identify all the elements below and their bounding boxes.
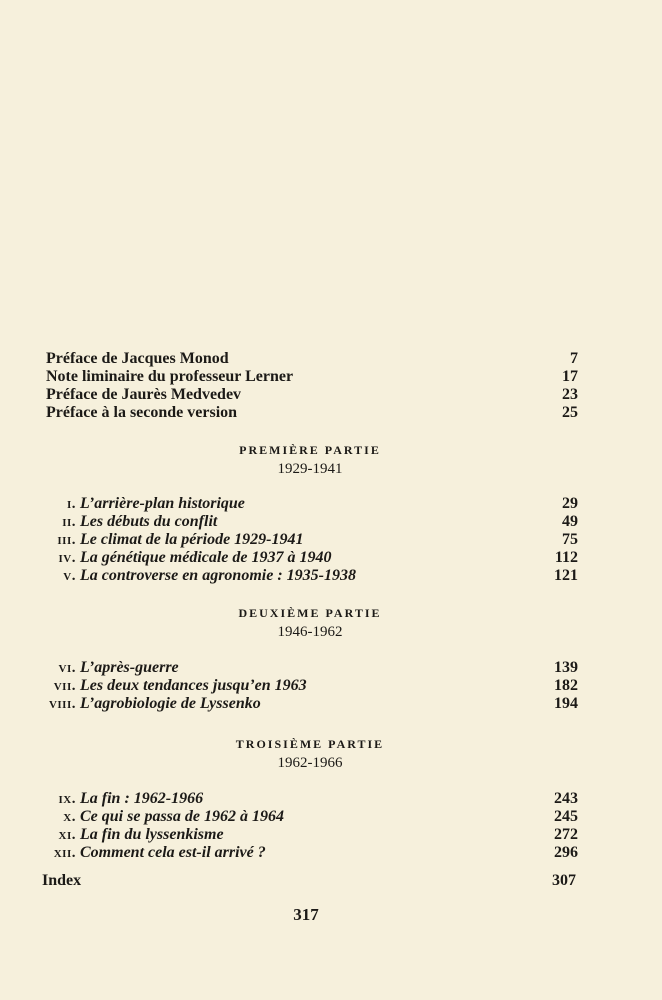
chapter-title: L’arrière-plan historique — [80, 495, 245, 512]
page-number: 317 — [293, 905, 319, 924]
part-heading: DEUXIÈME PARTIE — [238, 606, 382, 620]
part-heading: TROISIÈME PARTIE — [235, 737, 385, 751]
part-years: 1962-1966 — [277, 755, 343, 771]
entry-page: 25 — [562, 404, 578, 421]
chapter-title: Comment cela est-il arrivé ? — [80, 844, 266, 861]
entry-page: 7 — [570, 350, 578, 367]
chapter-title: Le climat de la période 1929-1941 — [80, 531, 304, 548]
chapter-title: La génétique médicale de 1937 à 1940 — [80, 549, 332, 566]
chapter-page: 272 — [554, 826, 578, 843]
chapter-number: i. — [66, 496, 76, 512]
chapter-number: vi. — [58, 660, 76, 676]
chapter-number: iv. — [58, 550, 76, 566]
chapter-title: La fin du lyssenkisme — [80, 826, 224, 843]
chapter-page: 139 — [554, 659, 578, 676]
entry-title: Préface de Jacques Monod — [46, 350, 229, 367]
index-title: Index — [42, 872, 82, 889]
chapter-page: 112 — [554, 549, 578, 566]
chapter-title: La fin : 1962-1966 — [80, 790, 204, 807]
chapter-number: v. — [63, 568, 76, 584]
chapter-number: xi. — [58, 827, 76, 843]
part-years: 1929-1941 — [277, 461, 343, 477]
chapter-page: 49 — [562, 513, 578, 530]
chapter-title: Les deux tendances jusqu’en 1963 — [80, 677, 307, 694]
chapter-number: iii. — [57, 532, 76, 548]
chapter-page: 182 — [554, 677, 578, 694]
chapter-title: L’agrobiologie de Lyssenko — [80, 695, 261, 712]
chapter-number: ii. — [62, 514, 76, 530]
entry-title: Préface de Jaurès Medvedev — [46, 386, 242, 403]
chapter-number: vii. — [53, 678, 76, 694]
entry-title: Note liminaire du professeur Lerner — [46, 368, 294, 385]
chapter-page: 194 — [554, 695, 578, 712]
part-years: 1946-1962 — [277, 624, 343, 640]
chapter-page: 29 — [562, 495, 578, 512]
chapter-number: x. — [63, 809, 76, 825]
chapter-title: Les débuts du conflit — [80, 513, 218, 530]
chapter-title: Ce qui se passa de 1962 à 1964 — [80, 808, 284, 825]
part-heading: PREMIÈRE PARTIE — [239, 443, 381, 457]
entry-title: Préface à la seconde version — [46, 404, 238, 421]
chapter-page: 121 — [554, 567, 578, 584]
chapter-number: viii. — [48, 696, 76, 712]
chapter-number: ix. — [58, 791, 76, 807]
chapter-title: L’après-guerre — [80, 659, 179, 676]
entry-page: 23 — [562, 386, 578, 403]
chapter-page: 243 — [554, 790, 578, 807]
chapter-title: La controverse en agronomie : 1935-1938 — [80, 567, 356, 584]
chapter-page: 245 — [554, 808, 578, 825]
index-page: 307 — [552, 872, 576, 889]
chapter-page: 75 — [562, 531, 578, 548]
entry-page: 17 — [562, 368, 578, 385]
chapter-number: xii. — [53, 845, 76, 861]
chapter-page: 296 — [554, 844, 578, 861]
